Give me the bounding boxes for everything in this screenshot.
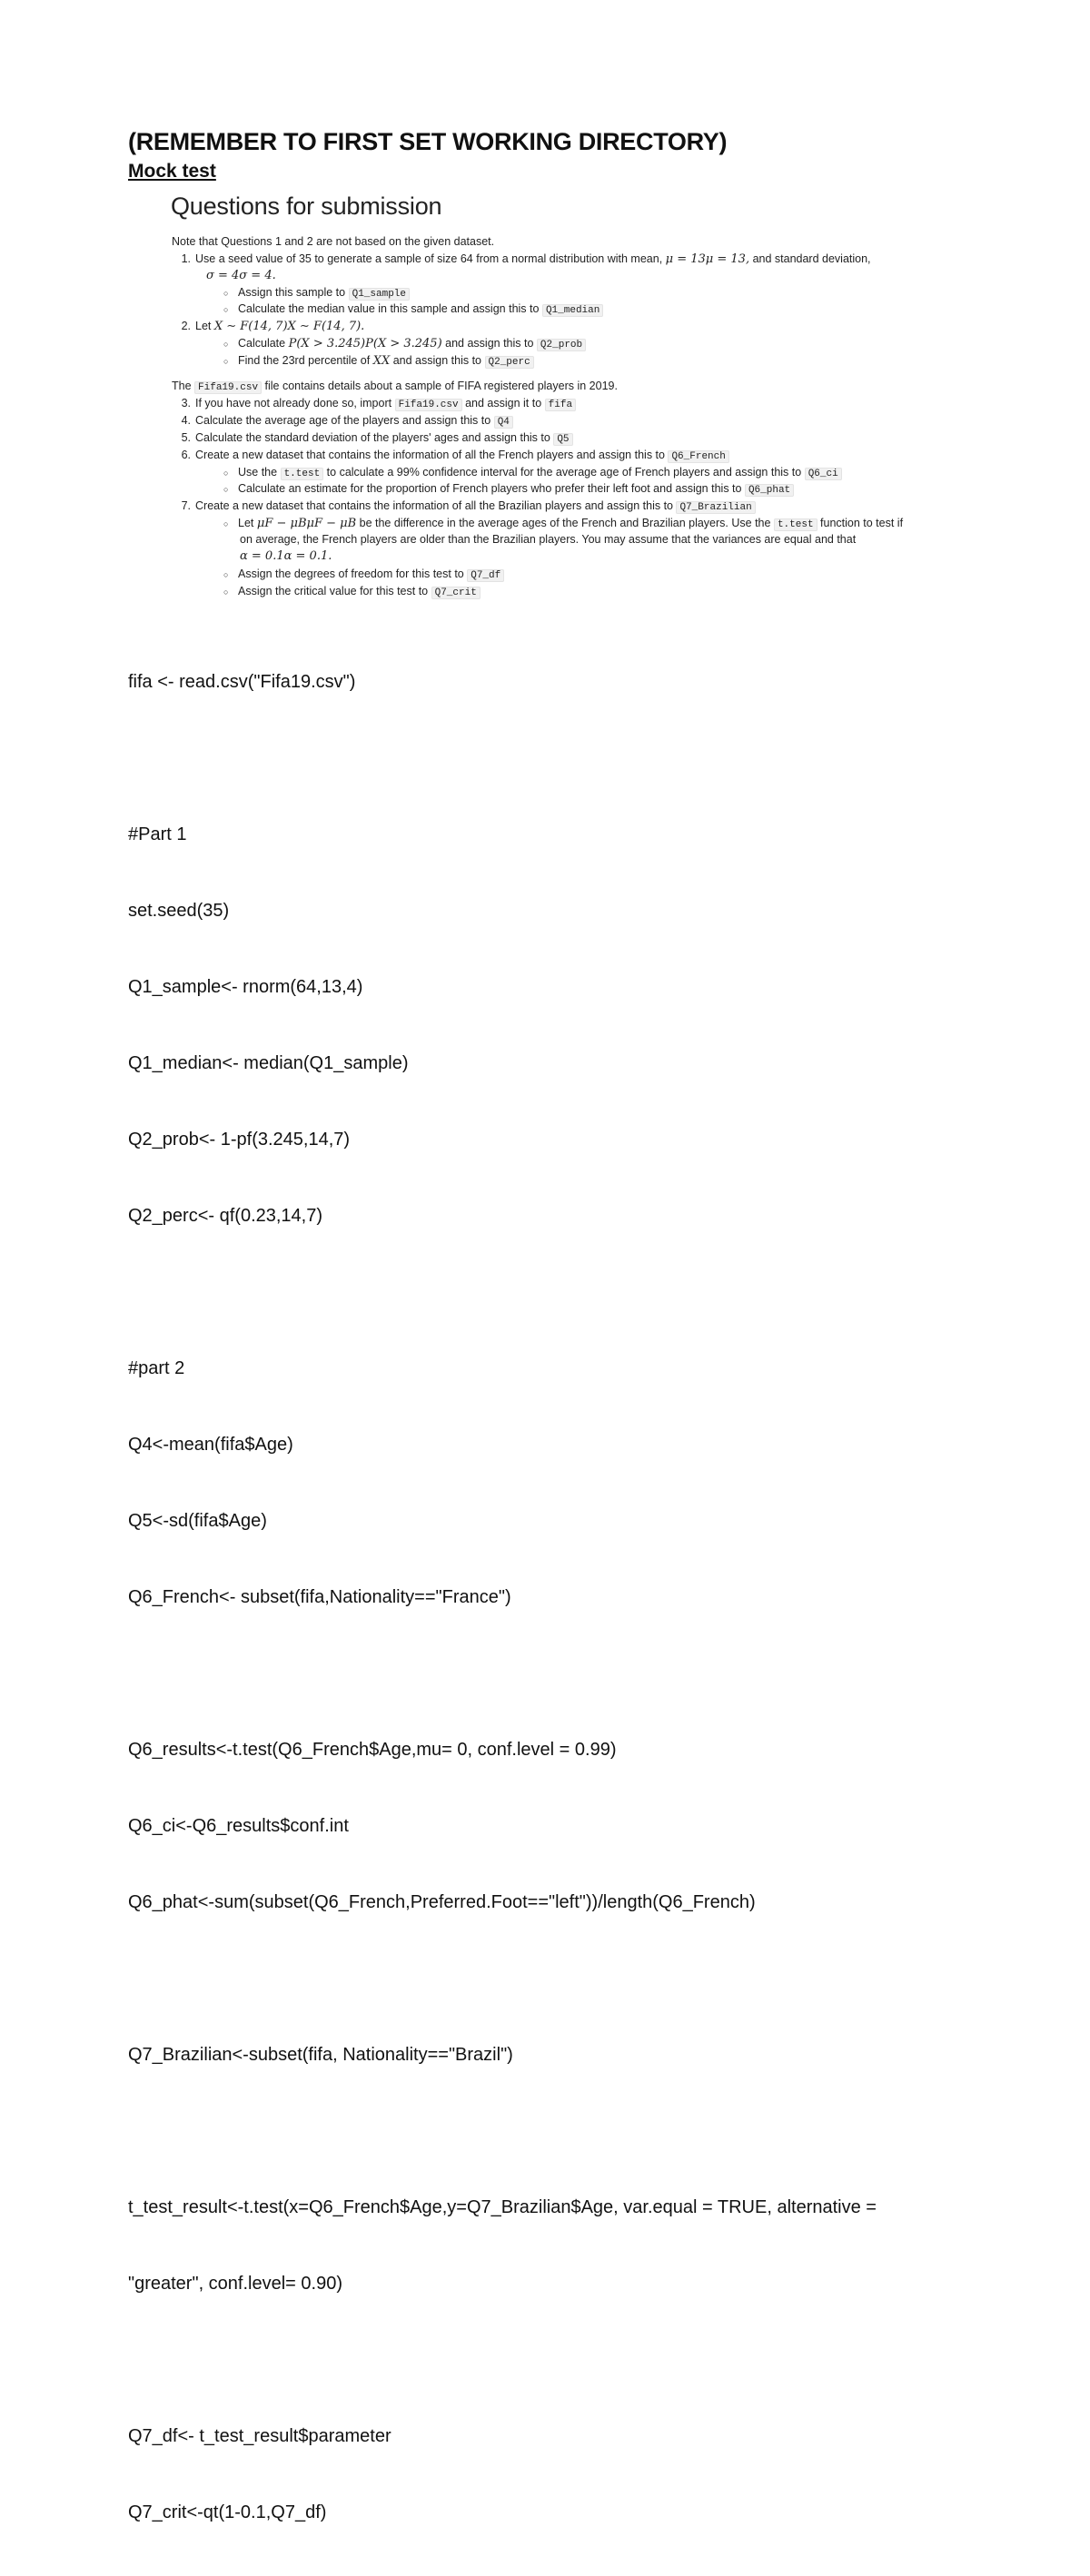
bullet-icon: ○ [223,289,229,298]
page-subtitle: Mock test [128,161,216,182]
page-title: (REMEMBER TO FIRST SET WORKING DIRECTORY) [128,128,728,155]
code-line: fifa <- read.csv("Fifa19.csv") [128,672,356,692]
question-2-bullet-1: ○ Calculate P(X > 3.245)P(X > 3.245) and assign this to Q2_prob [223,336,586,352]
code-block [128,618,877,2576]
question-7-bullet-1: ○ Let μF − μBμF − μB be the difference in the average ages of the French and Brazilian players. Use the t.test function to test if [223,517,904,530]
question-7-bullet-3: ○ Assign the critical value for this test to Q7_crit [223,584,481,600]
question-7-bullet-1-alpha: α = 0.1α = 0.1. [240,549,332,563]
question-1-bullet-1: ○ Assign this sample to Q1_sample [223,285,410,301]
code-line: Q2_prob<- 1-pf(3.245,14,7) [128,1130,351,1150]
questions-note: Note that Questions 1 and 2 are not based on the given dataset. [172,235,495,248]
bullet-icon: ○ [223,340,229,349]
code-line: Q6_phat<-sum(subset(Q6_French,Preferred.Foot=="left"))/length(Q6_French) [128,1892,756,1912]
bullet-icon: ○ [223,357,229,366]
question-3: 3. If you have not already done so, import Fifa19.csv and assign it to fifa [171,396,576,412]
code-line: #part 2 [128,1358,185,1378]
question-number: 1. [181,252,191,265]
question-6-bullet-2: ○ Calculate an estimate for the proportion of French players who prefer their left foot and assign this to Q6_phat [223,481,794,498]
question-2-bullet-2: ○ Find the 23rd percentile of XX and assign this to Q2_perc [223,353,534,370]
code-line: Q7_Brazilian<-subset(fifa, Nationality=="Brazil") [128,2045,513,2065]
code-line: Q1_median<- median(Q1_sample) [128,1053,409,1073]
code-line [128,1279,877,1305]
code-line [128,1966,877,1991]
question-1: 1. Use a seed value of 35 to generate a sample of size 64 from a normal distribution with mean, μ = 13μ = 13, and standard deviation, [171,252,871,267]
dataset-intro: The Fifa19.csv file contains details about a sample of FIFA registered players in 2019. [172,380,618,393]
question-4: 4. Calculate the average age of the players and assign this to Q4 [171,413,513,429]
code-line [128,745,877,771]
questions-title: Questions for submission [171,192,442,220]
code-line: Q6_results<-t.test(Q6_French$Age,mu= 0, conf.level = 0.99) [128,1740,617,1760]
question-6-bullet-1: ○ Use the t.test to calculate a 99% confidence interval for the average age of French players and assign this to Q6_ci [223,465,842,481]
code-line: #Part 1 [128,824,187,844]
bullet-icon: ○ [223,485,229,494]
code-line: set.seed(35) [128,901,230,921]
bullet-icon: ○ [223,587,229,597]
code-line: t_test_result<-t.test(x=Q6_French$Age,y=Q7_Brazilian$Age, var.equal = TRUE, alternative = [128,2197,877,2217]
bullet-icon: ○ [223,519,229,528]
code-line: Q6_ci<-Q6_results$conf.int [128,1816,349,1836]
question-1-bullet-2: ○ Calculate the median value in this sample and assign this to Q1_median [223,301,603,318]
code-line: Q1_sample<- rnorm(64,13,4) [128,977,363,997]
question-7-bullet-2: ○ Assign the degrees of freedom for this test to Q7_df [223,567,504,583]
question-5: 5. Calculate the standard deviation of the players' ages and assign this to Q5 [171,430,573,447]
embedded-questions-screenshot [171,192,952,598]
code-line: "greater", conf.level= 0.90) [128,2274,342,2294]
code-line: Q2_perc<- qf(0.23,14,7) [128,1206,323,1226]
code-line [128,1661,877,1686]
code-line: Q7_df<- t_test_result$parameter [128,2426,391,2446]
code-line: Q7_crit<-qt(1-0.1,Q7_df) [128,2502,327,2522]
code-line: Q6_French<- subset(fifa,Nationality=="France") [128,1587,511,1607]
bullet-icon: ○ [223,469,229,478]
code-line [128,2347,877,2373]
question-6: 6. Create a new dataset that contains the information of all the French players and assign this to Q6_French [171,448,729,464]
bullet-icon: ○ [223,570,229,579]
code-line [128,2118,877,2144]
question-1-sigma: σ = 4σ = 4. [206,269,276,282]
bullet-icon: ○ [223,305,229,314]
code-line: Q5<-sd(fifa$Age) [128,1511,267,1531]
question-7-bullet-1-line-2: on average, the French players are older than the Brazilian players. You may assume that the variances are equal and that [240,533,857,546]
code-line: Q4<-mean(fifa$Age) [128,1435,293,1455]
question-2: 2. Let X ∼ F(14, 7)X ∼ F(14, 7). [181,320,365,333]
question-7: 7. Create a new dataset that contains the information of all the Brazilian players and assign this to Q7_Brazilian [171,498,756,515]
